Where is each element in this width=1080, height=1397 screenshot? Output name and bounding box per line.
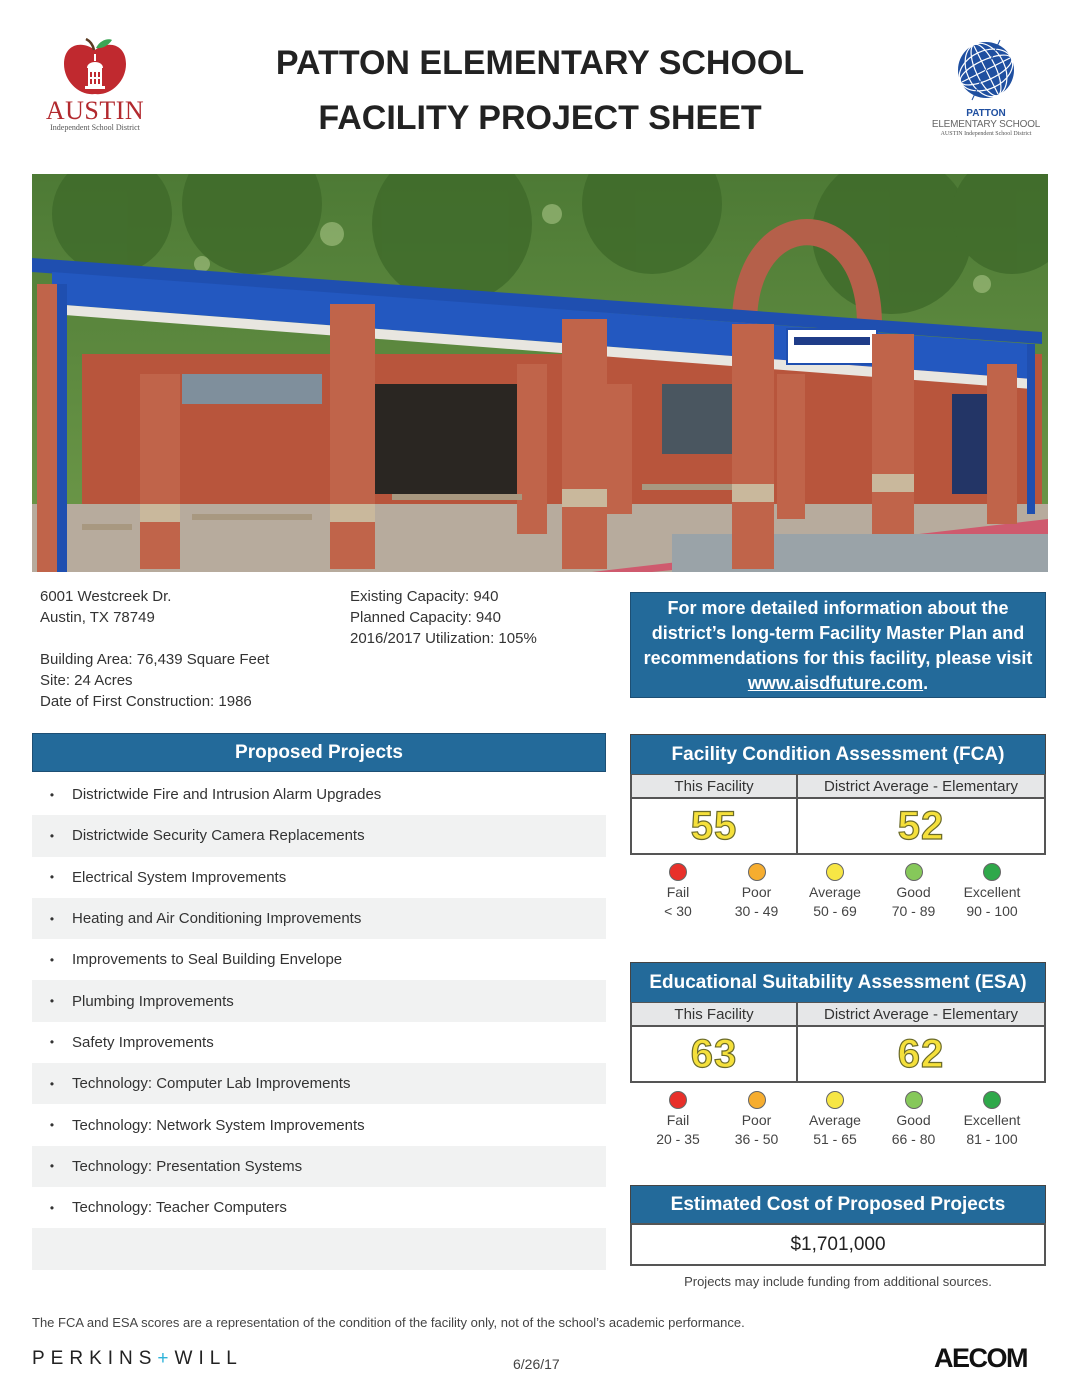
perkins-will-logo: PERKINS+WILL (32, 1348, 243, 1369)
legend-fail: Fail 20 - 35 (642, 1091, 714, 1149)
bullet-icon: • (49, 994, 55, 1009)
yellow-dot-icon (826, 1091, 844, 1109)
site-acres: Site: 24 Acres (40, 672, 133, 689)
list-item-empty (32, 1228, 606, 1269)
esa-score-table (630, 1002, 1046, 1083)
score-disclaimer: The FCA and ESA scores are a representation of the condition of the facility only, not of the school’s academic performance. (32, 1315, 745, 1330)
page-title-line1: PATTON ELEMENTARY SCHOOL (275, 44, 805, 82)
list-item: • Plumbing Improvements (32, 980, 606, 1021)
bullet-icon: • (49, 1159, 55, 1174)
light-green-dot-icon (905, 863, 923, 881)
list-item: • Electrical System Improvements (32, 857, 606, 898)
address-line2: Austin, TX 78749 (40, 609, 155, 626)
bullet-icon: • (49, 1076, 55, 1091)
esa-legend (630, 1091, 1046, 1149)
austin-subtitle: Independent School District (50, 123, 140, 132)
estimated-cost-panel (630, 1185, 1046, 1289)
aecom-logo: AECOM (934, 1343, 1027, 1373)
fca-legend (630, 863, 1046, 921)
fca-district-average-label: District Average - Elementary (798, 775, 1044, 799)
list-item: • Technology: Network System Improvements (32, 1104, 606, 1145)
bullet-icon: • (49, 1035, 55, 1050)
globe-icon (954, 38, 1018, 102)
bullet-icon: • (49, 911, 55, 926)
list-item: • Technology: Teacher Computers (32, 1187, 606, 1228)
proposed-projects-header: Proposed Projects (32, 733, 606, 772)
utilization: 2016/2017 Utilization: 105% (350, 630, 537, 647)
legend-average: Average 50 - 69 (799, 863, 871, 921)
plus-icon: + (157, 1348, 175, 1369)
orange-dot-icon (748, 1091, 766, 1109)
patton-wordmark: PATTON (966, 108, 1006, 119)
facility-info-right (350, 586, 537, 649)
green-dot-icon (983, 1091, 1001, 1109)
bullet-icon: • (49, 828, 55, 843)
bullet-icon: • (49, 787, 55, 802)
austin-isd-logo (36, 38, 154, 146)
legend-poor: Poor 36 - 50 (721, 1091, 793, 1149)
patton-school-logo (926, 38, 1046, 138)
list-item: • Districtwide Security Camera Replacements (32, 815, 606, 856)
bullet-icon: • (49, 1200, 55, 1215)
list-item: • Improvements to Seal Building Envelope (32, 939, 606, 980)
light-green-dot-icon (905, 1091, 923, 1109)
bullet-icon: • (49, 870, 55, 885)
bullet-icon: • (49, 1118, 55, 1133)
red-dot-icon (669, 863, 687, 881)
list-item: • Technology: Presentation Systems (32, 1146, 606, 1187)
patton-subtitle: ELEMENTARY SCHOOL (931, 119, 1041, 130)
callout-text: For more detailed information about the district’s long-term Facility Master Plan and recommendations for this facility, please visit (643, 598, 1033, 668)
esa-panel (630, 962, 1046, 1149)
page-title-line2: FACILITY PROJECT SHEET (318, 99, 762, 137)
austin-wordmark: AUSTIN (45, 96, 145, 125)
estimated-cost-note: Projects may include funding from additional sources. (684, 1274, 992, 1289)
aisdfuture-link[interactable]: www.aisdfuture.com (747, 673, 924, 693)
fca-district-average-score: 52 (897, 804, 945, 848)
red-dot-icon (669, 1091, 687, 1109)
list-item: • Heating and Air Conditioning Improvements (32, 898, 606, 939)
fca-score-table (630, 774, 1046, 855)
fca-panel (630, 734, 1046, 921)
address-line1: 6001 Westcreek Dr. (40, 588, 172, 605)
esa-title: Educational Suitability Assessment (ESA) (630, 962, 1046, 1002)
list-item: • Districtwide Fire and Intrusion Alarm Upgrades (32, 774, 606, 815)
legend-good: Good 66 - 80 (878, 1091, 950, 1149)
patton-district: AUSTIN Independent School District (940, 131, 1032, 137)
document-date: 6/26/17 (513, 1356, 560, 1372)
esa-district-average-label: District Average - Elementary (798, 1003, 1044, 1027)
first-construction-date: Date of First Construction: 1986 (40, 693, 252, 710)
fca-this-facility-score: 55 (690, 804, 738, 848)
estimated-cost-title: Estimated Cost of Proposed Projects (630, 1185, 1046, 1223)
existing-capacity: Existing Capacity: 940 (350, 588, 499, 605)
proposed-projects-list (32, 774, 606, 1270)
list-item: • Safety Improvements (32, 1022, 606, 1063)
facility-info-left (40, 586, 269, 712)
master-plan-callout: For more detailed information about the district’s long-term Facility Master Plan and recommendations for this facility, please visit www.aisdfuture.com. (630, 592, 1046, 698)
esa-this-facility-score: 63 (690, 1032, 738, 1076)
fca-this-facility-label: This Facility (632, 775, 796, 799)
apple-capitol-icon (60, 38, 130, 98)
yellow-dot-icon (826, 863, 844, 881)
esa-district-average-score: 62 (897, 1032, 945, 1076)
estimated-cost-value: $1,701,000 (630, 1223, 1046, 1266)
building-area: Building Area: 76,439 Square Feet (40, 651, 270, 668)
green-dot-icon (983, 863, 1001, 881)
bullet-icon: • (49, 952, 55, 967)
legend-good: Good 70 - 89 (878, 863, 950, 921)
planned-capacity: Planned Capacity: 940 (350, 609, 501, 626)
legend-excellent: Excellent 90 - 100 (956, 863, 1028, 921)
school-photo (32, 174, 1048, 572)
legend-excellent: Excellent 81 - 100 (956, 1091, 1028, 1149)
orange-dot-icon (748, 863, 766, 881)
fca-title: Facility Condition Assessment (FCA) (630, 734, 1046, 774)
esa-this-facility-label: This Facility (632, 1003, 796, 1027)
legend-fail: Fail < 30 (642, 863, 714, 921)
legend-average: Average 51 - 65 (799, 1091, 871, 1149)
list-item: • Technology: Computer Lab Improvements (32, 1063, 606, 1104)
legend-poor: Poor 30 - 49 (721, 863, 793, 921)
